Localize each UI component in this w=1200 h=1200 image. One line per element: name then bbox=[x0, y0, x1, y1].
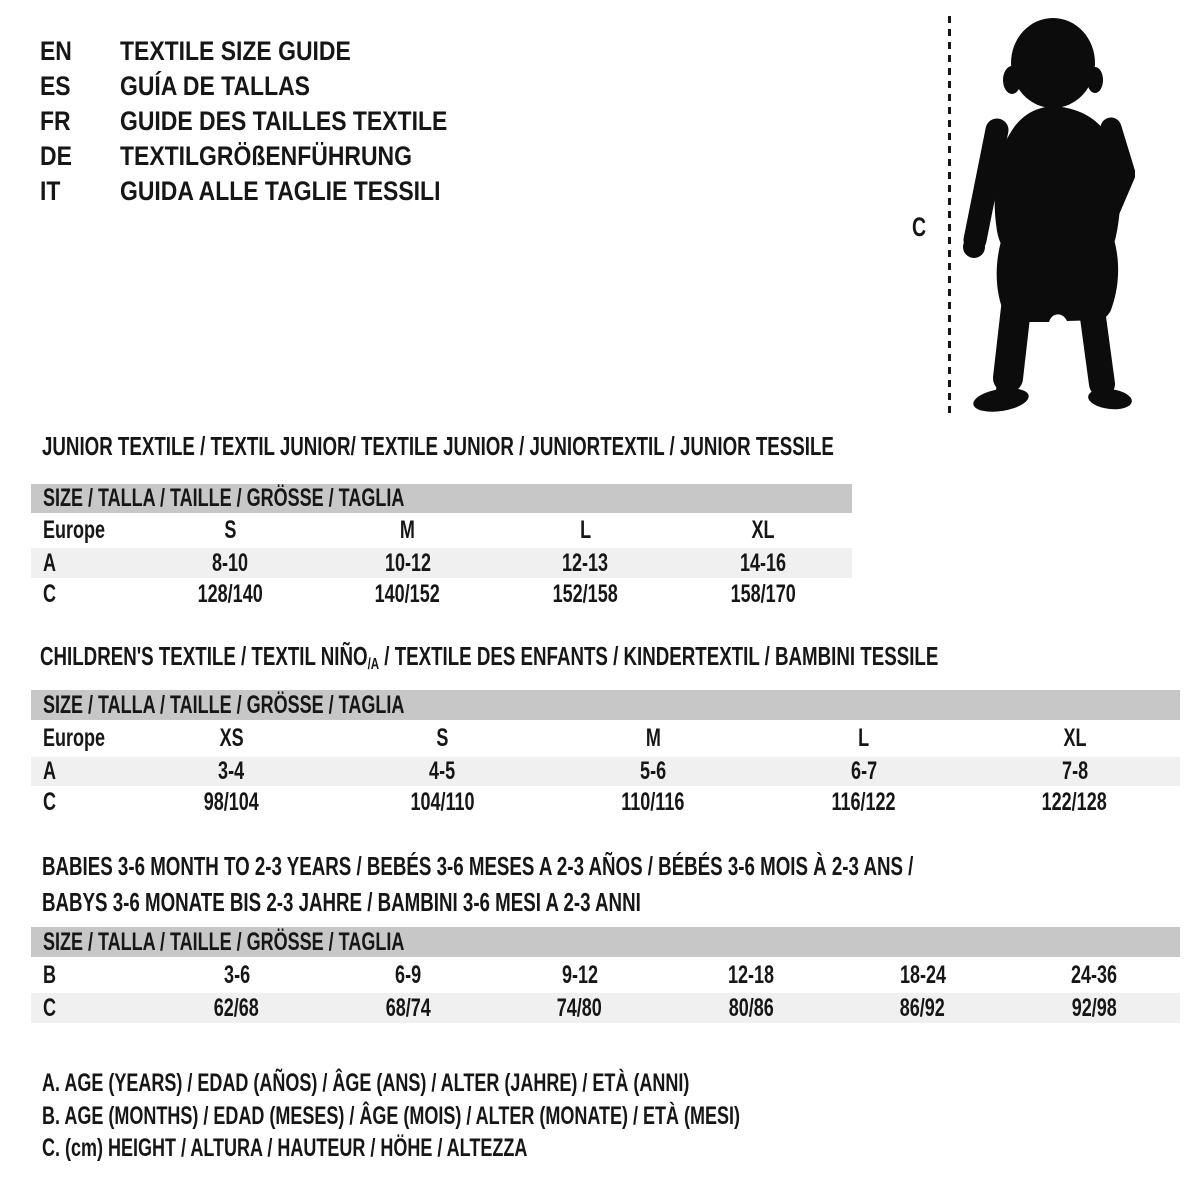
value-cell: 62/68 bbox=[214, 993, 260, 1022]
legend-line-c: C. (cm) HEIGHT / ALTURA / HAUTEUR / HÖHE / ALTEZZA bbox=[42, 1134, 528, 1162]
table-row bbox=[31, 548, 852, 578]
value-cell: 9-12 bbox=[561, 960, 598, 989]
table-row bbox=[31, 720, 1180, 757]
size-cell: S bbox=[223, 516, 236, 544]
size-cell: XS bbox=[219, 724, 244, 752]
size-cell: M bbox=[400, 516, 416, 544]
language-row bbox=[40, 174, 505, 209]
size-header-band bbox=[31, 484, 852, 513]
value-cell: 140/152 bbox=[375, 580, 441, 608]
value-cell: 18-24 bbox=[899, 960, 946, 989]
value-cell: 12-18 bbox=[728, 960, 775, 989]
row-label: C bbox=[43, 787, 57, 816]
value-cell: 5-6 bbox=[639, 757, 667, 785]
value-cell: 24-36 bbox=[1071, 960, 1118, 989]
junior-section-title: JUNIOR TEXTILE / TEXTIL JUNIOR/ TEXTILE JUNIOR / JUNIORTEXTIL / JUNIOR TESSILE bbox=[42, 431, 834, 461]
table-row bbox=[31, 578, 852, 611]
language-row bbox=[40, 69, 505, 104]
size-cell: L bbox=[858, 724, 870, 752]
size-cell: XL bbox=[1063, 724, 1087, 752]
guide-title: TEXTILE SIZE GUIDE bbox=[120, 36, 351, 66]
value-cell: 68/74 bbox=[385, 993, 431, 1022]
value-cell: 6-9 bbox=[395, 960, 422, 989]
row-label: A bbox=[43, 548, 57, 577]
value-cell: 3-6 bbox=[223, 960, 250, 989]
table-row bbox=[31, 786, 1180, 818]
title-subscript: /A bbox=[367, 656, 380, 673]
row-label: A bbox=[43, 757, 57, 785]
value-cell: 12-13 bbox=[562, 548, 609, 577]
value-cell: 152/158 bbox=[552, 580, 618, 608]
size-header-label: SIZE / TALLA / TAILLE / GRÖSSE / TAGLIA bbox=[43, 484, 405, 512]
row-label: C bbox=[43, 993, 57, 1022]
legend-line-b: B. AGE (MONTHS) / EDAD (MESES) / ÂGE (MOIS) / ALTER (MONATE) / ETÀ (MESI) bbox=[42, 1101, 740, 1130]
row-label: C bbox=[43, 580, 57, 608]
value-cell: 6-7 bbox=[850, 757, 877, 785]
table-row bbox=[31, 957, 1180, 993]
value-cell: 104/110 bbox=[410, 787, 475, 816]
babies-size-table bbox=[31, 927, 1180, 1023]
language-row bbox=[40, 104, 505, 139]
height-measure-label: C bbox=[912, 212, 927, 242]
size-cell: XL bbox=[751, 516, 775, 544]
value-cell: 92/98 bbox=[1071, 993, 1117, 1022]
guide-title: GUIDA ALLE TAGLIE TESSILI bbox=[120, 176, 441, 206]
size-header-label: SIZE / TALLA / TAILLE / GRÖSSE / TAGLIA bbox=[43, 690, 405, 719]
size-header-label: SIZE / TALLA / TAILLE / GRÖSSE / TAGLIA bbox=[43, 927, 405, 956]
language-title-list bbox=[40, 34, 505, 209]
value-cell: 8-10 bbox=[211, 548, 248, 577]
row-label: Europe bbox=[43, 724, 106, 752]
language-code: ES bbox=[40, 71, 71, 101]
babies-section-title: BABIES 3-6 MONTH TO 2-3 YEARS / BEBÉS 3-6 MESES A 2-3 AÑOS / BÉBÉS 3-6 MOIS À 2-3 ANS / BABYS 3-6 MONATE BIS 2-3 JAHRE / BAMBINI 3-6 MESI A 2-3 ANNI bbox=[42, 851, 914, 917]
size-cell: S bbox=[436, 724, 449, 752]
junior-size-table bbox=[31, 484, 852, 611]
value-cell: 10-12 bbox=[384, 548, 431, 577]
value-cell: 74/80 bbox=[557, 993, 603, 1022]
language-row bbox=[40, 34, 505, 69]
value-cell: 158/170 bbox=[730, 580, 796, 608]
size-header-band bbox=[31, 690, 1180, 720]
value-cell: 122/128 bbox=[1042, 787, 1108, 816]
children-size-table bbox=[31, 690, 1180, 818]
value-cell: 14-16 bbox=[740, 548, 787, 577]
guide-title: GUÍA DE TALLAS bbox=[120, 71, 310, 101]
size-cell: M bbox=[645, 724, 661, 752]
value-cell: 128/140 bbox=[197, 580, 263, 608]
guide-title: GUIDE DES TAILLES TEXTILE bbox=[120, 106, 448, 136]
row-label: B bbox=[43, 960, 57, 989]
height-measure-dashed-line bbox=[948, 16, 951, 415]
value-cell: 86/92 bbox=[900, 993, 946, 1022]
language-code: IT bbox=[40, 176, 61, 206]
value-cell: 116/122 bbox=[831, 787, 896, 816]
value-cell: 3-4 bbox=[218, 757, 245, 785]
language-code: EN bbox=[40, 36, 72, 66]
table-row bbox=[31, 513, 852, 548]
table-row bbox=[31, 757, 1180, 786]
guide-title: TEXTILGRÖßENFÜHRUNG bbox=[120, 141, 412, 171]
language-code: DE bbox=[40, 141, 72, 171]
table-row bbox=[31, 993, 1180, 1023]
measurement-legend bbox=[42, 1067, 1011, 1165]
value-cell: 110/116 bbox=[621, 787, 685, 816]
language-row bbox=[40, 139, 505, 174]
toddler-silhouette-icon bbox=[963, 16, 1135, 414]
language-code: FR bbox=[40, 106, 71, 136]
value-cell: 80/86 bbox=[728, 993, 774, 1022]
value-cell: 98/104 bbox=[203, 787, 259, 816]
value-cell: 4-5 bbox=[429, 757, 456, 785]
legend-line-a: A. AGE (YEARS) / EDAD (AÑOS) / ÂGE (ANS) / ALTER (JAHRE) / ETÀ (ANNI) bbox=[42, 1069, 690, 1097]
children-section-title: CHILDREN'S TEXTILE / TEXTIL NIÑO/A / TEXTILE DES ENFANTS / KINDERTEXTIL / BAMBINI TESSILE bbox=[40, 641, 939, 673]
row-label: Europe bbox=[43, 516, 106, 544]
size-header-band bbox=[31, 927, 1180, 957]
size-cell: L bbox=[579, 516, 591, 544]
value-cell: 7-8 bbox=[1061, 757, 1088, 785]
